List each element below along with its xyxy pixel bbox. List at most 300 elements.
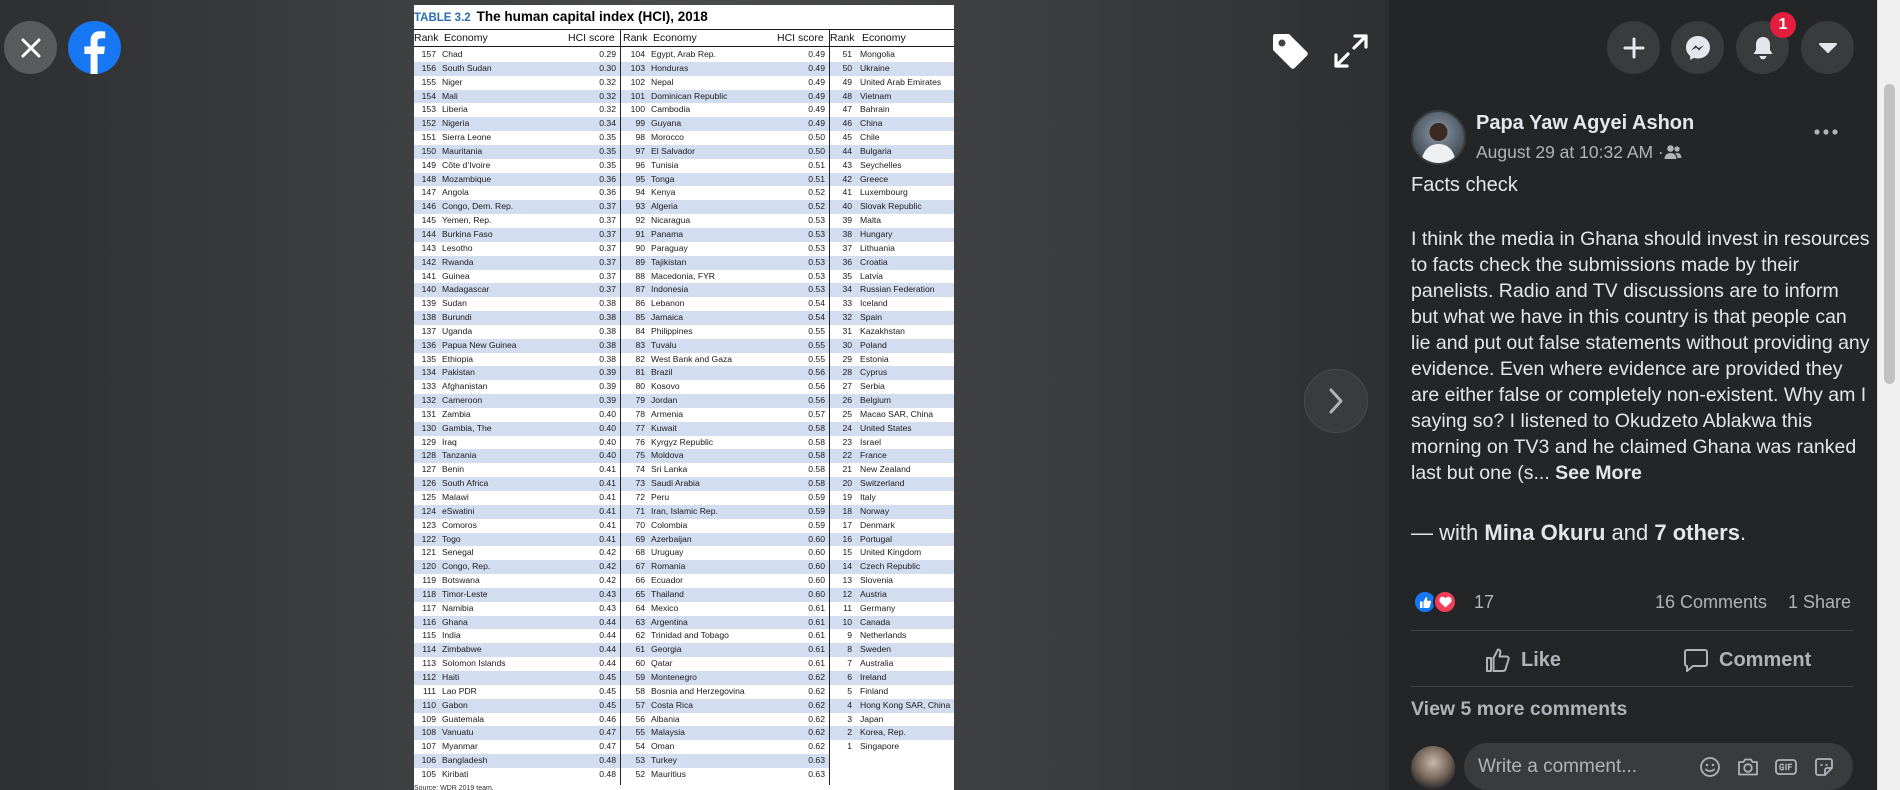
- row-rank: 125: [421, 492, 436, 502]
- camera-icon[interactable]: [1736, 755, 1760, 779]
- row-score: 0.30: [599, 62, 616, 73]
- reaction-count[interactable]: 17: [1474, 592, 1495, 612]
- row-score: 0.49: [808, 118, 825, 129]
- row-economy: Luxembourg: [860, 187, 908, 198]
- love-reaction-icon: [1433, 590, 1457, 614]
- row-economy: Dominican Republic: [651, 90, 728, 101]
- row-rank: 13: [842, 575, 852, 586]
- table-row: [830, 726, 954, 740]
- row-rank: 134: [421, 367, 436, 378]
- row-economy: Canada: [860, 616, 891, 627]
- row-score: 0.37: [599, 256, 616, 267]
- row-economy: Haiti: [442, 671, 460, 682]
- fullscreen-button[interactable]: [1328, 28, 1374, 74]
- table-row: [621, 408, 829, 422]
- table-row: [414, 228, 620, 242]
- close-button[interactable]: [4, 21, 57, 74]
- emoji-icon[interactable]: [1698, 755, 1722, 779]
- row-economy: Italy: [860, 492, 876, 502]
- row-score: 0.29: [599, 49, 616, 59]
- table-row: [830, 436, 954, 450]
- row-economy: Malaysia: [651, 727, 685, 738]
- row-economy: Mauritania: [442, 145, 483, 156]
- table-row: [414, 380, 620, 394]
- table-row: [414, 325, 620, 339]
- table-row: [621, 325, 829, 339]
- row-score: 0.50: [808, 145, 825, 156]
- row-rank: 132: [421, 395, 436, 406]
- row-score: 0.41: [599, 478, 616, 489]
- header-score: HCI score: [568, 32, 615, 44]
- row-economy: Ecuador: [651, 575, 684, 586]
- table-row: [830, 270, 954, 284]
- row-economy: Ireland: [860, 671, 887, 682]
- document-image: [414, 5, 954, 790]
- sticker-icon[interactable]: [1812, 755, 1836, 779]
- divider: [1411, 630, 1853, 631]
- row-rank: 87: [635, 284, 645, 295]
- row-rank: 52: [635, 768, 645, 779]
- row-score: 0.42: [599, 561, 616, 572]
- row-score: 0.59: [808, 505, 825, 516]
- row-rank: 74: [635, 464, 645, 475]
- comment-composer: [1464, 743, 1853, 790]
- table-row: [621, 519, 829, 533]
- row-rank: 83: [635, 339, 645, 350]
- header-economy: Economy: [862, 32, 906, 44]
- row-score: 0.42: [599, 547, 616, 558]
- table-row: [830, 186, 954, 200]
- row-rank: 107: [421, 741, 436, 752]
- row-economy: Guinea: [442, 270, 470, 281]
- comments-count[interactable]: 16 Comments: [1655, 592, 1768, 612]
- table-row: [414, 685, 620, 699]
- tag-photo-button[interactable]: [1267, 28, 1313, 74]
- row-economy: Congo, Rep.: [442, 561, 491, 572]
- row-rank: 133: [421, 381, 436, 392]
- row-score: 0.44: [599, 658, 616, 669]
- post-body: [1411, 226, 1871, 486]
- row-economy: Mongolia: [860, 49, 895, 59]
- row-rank: 1: [847, 741, 852, 752]
- tagged-prefix: — with: [1411, 520, 1479, 545]
- reaction-icons[interactable]: [1413, 590, 1457, 614]
- row-economy: Cameroon: [442, 395, 483, 406]
- table-row: [830, 353, 954, 367]
- row-economy: Senegal: [442, 547, 474, 558]
- thumbs-up-icon: [1485, 647, 1511, 673]
- row-score: 0.44: [599, 644, 616, 655]
- row-rank: 48: [842, 90, 852, 101]
- row-score: 0.53: [808, 270, 825, 281]
- row-economy: Belgium: [860, 395, 892, 406]
- row-economy: Finland: [860, 685, 889, 696]
- row-rank: 6: [847, 671, 852, 682]
- row-economy: Jordan: [651, 395, 678, 406]
- row-rank: 110: [422, 699, 436, 710]
- table-row: [414, 353, 620, 367]
- row-rank: 60: [635, 658, 645, 669]
- row-economy: Brazil: [651, 367, 673, 378]
- table-row: [414, 145, 620, 159]
- row-score: 0.41: [599, 492, 616, 502]
- row-rank: 88: [635, 270, 645, 281]
- row-score: 0.61: [808, 658, 825, 669]
- row-economy: Oman: [651, 741, 675, 752]
- table-row: [830, 574, 954, 588]
- table-row: [830, 588, 954, 602]
- table-row: [414, 242, 620, 256]
- tagged-person-link[interactable]: Mina Okuru: [1484, 520, 1606, 545]
- row-score: 0.57: [808, 408, 825, 419]
- row-rank: 73: [635, 478, 645, 489]
- row-rank: 39: [842, 215, 852, 226]
- row-rank: 64: [635, 602, 645, 613]
- table-row: [414, 643, 620, 657]
- row-score: 0.47: [599, 727, 616, 738]
- row-rank: 33: [842, 298, 852, 309]
- facebook-home-link[interactable]: [68, 21, 121, 74]
- row-rank: 126: [421, 478, 436, 489]
- table-row: [621, 186, 829, 200]
- table-row: [621, 228, 829, 242]
- row-economy: Liberia: [442, 104, 468, 115]
- table-row: [830, 546, 954, 560]
- row-rank: 65: [635, 588, 645, 599]
- row-economy: Namibia: [442, 602, 474, 613]
- row-rank: 146: [421, 201, 436, 212]
- row-rank: 51: [842, 49, 852, 59]
- like-button[interactable]: [1485, 642, 1561, 678]
- row-economy: Solomon Islands: [442, 658, 506, 669]
- row-economy: Ethiopia: [442, 353, 474, 364]
- table-row: [414, 505, 620, 519]
- close-icon: [20, 37, 42, 59]
- row-score: 0.52: [808, 201, 825, 212]
- row-economy: Guyana: [651, 118, 682, 129]
- row-rank: 155: [421, 76, 436, 87]
- table-row: [621, 588, 829, 602]
- table-row: [830, 131, 954, 145]
- row-economy: Comoros: [442, 519, 477, 530]
- row-score: 0.32: [599, 76, 616, 87]
- row-economy: Gambia, The: [442, 422, 492, 433]
- row-rank: 139: [421, 298, 436, 309]
- table-row: [414, 131, 620, 145]
- row-economy: Botswana: [442, 575, 480, 586]
- table-row: [414, 200, 620, 214]
- row-economy: Bahrain: [860, 104, 890, 115]
- table-row: [414, 90, 620, 104]
- table-row: [414, 408, 620, 422]
- table-row: [621, 643, 829, 657]
- table-row: [414, 491, 620, 505]
- row-economy: Papua New Guinea: [442, 339, 517, 350]
- row-economy: Colombia: [651, 519, 688, 530]
- row-rank: 135: [421, 353, 436, 364]
- post-options-button[interactable]: [1808, 120, 1844, 144]
- row-rank: 101: [630, 90, 645, 101]
- row-economy: Morocco: [651, 132, 684, 143]
- table-row: [830, 602, 954, 616]
- friends-audience-icon[interactable]: [1664, 144, 1682, 160]
- next-photo-button[interactable]: [1304, 369, 1368, 433]
- row-score: 0.38: [599, 353, 616, 364]
- row-rank: 4: [847, 699, 852, 710]
- shares-count[interactable]: 1 Share: [1788, 592, 1852, 612]
- row-score: 0.38: [599, 298, 616, 309]
- row-rank: 102: [630, 76, 645, 87]
- comment-button[interactable]: [1683, 642, 1811, 678]
- row-rank: 124: [421, 505, 436, 516]
- row-rank: 75: [635, 450, 645, 461]
- row-rank: 144: [421, 228, 436, 239]
- row-rank: 43: [842, 159, 852, 170]
- row-score: 0.41: [599, 464, 616, 475]
- row-rank: 117: [422, 602, 436, 613]
- row-rank: 26: [842, 395, 852, 406]
- row-economy: Afghanistan: [442, 381, 488, 392]
- row-score: 0.43: [599, 588, 616, 599]
- row-rank: 121: [421, 547, 436, 558]
- row-rank: 97: [635, 145, 645, 156]
- table-row: [414, 186, 620, 200]
- row-rank: 41: [842, 187, 852, 198]
- row-score: 0.40: [599, 408, 616, 419]
- row-rank: 49: [842, 76, 852, 87]
- gif-icon[interactable]: [1774, 755, 1798, 779]
- row-economy: Slovenia: [860, 575, 893, 586]
- row-economy: Kazakhstan: [860, 325, 905, 336]
- row-economy: Timor-Leste: [442, 588, 488, 599]
- row-rank: 53: [635, 755, 645, 766]
- row-rank: 148: [421, 173, 436, 184]
- table-row: [830, 713, 954, 727]
- row-rank: 153: [421, 104, 436, 115]
- row-rank: 57: [635, 699, 645, 710]
- row-economy: Uruguay: [651, 547, 684, 558]
- row-economy: Congo, Dem. Rep.: [442, 201, 514, 212]
- row-score: 0.58: [808, 422, 825, 433]
- view-more-comments-link[interactable]: View 5 more comments: [1411, 698, 1628, 720]
- table-row: [621, 394, 829, 408]
- row-score: 0.39: [599, 395, 616, 406]
- current-user-avatar[interactable]: [1411, 746, 1455, 790]
- row-rank: 29: [842, 353, 852, 364]
- table-row: [830, 643, 954, 657]
- table-row: [414, 657, 620, 671]
- row-rank: 58: [635, 685, 645, 696]
- table-row: [621, 256, 829, 270]
- row-rank: 71: [635, 505, 645, 516]
- row-economy: Egypt, Arab Rep.: [651, 49, 716, 59]
- row-rank: 143: [421, 242, 436, 253]
- row-economy: eSwatini: [442, 505, 475, 516]
- row-economy: Tunisia: [651, 159, 679, 170]
- row-score: 0.53: [808, 256, 825, 267]
- table-row: [830, 256, 954, 270]
- row-rank: 5: [847, 685, 852, 696]
- table-row: [830, 380, 954, 394]
- row-rank: 128: [421, 450, 436, 461]
- row-rank: 152: [421, 118, 436, 129]
- row-rank: 56: [635, 713, 645, 724]
- row-score: 0.46: [599, 713, 616, 724]
- table-row: [414, 463, 620, 477]
- row-score: 0.62: [808, 685, 825, 696]
- row-rank: 15: [842, 547, 852, 558]
- row-economy: Lithuania: [860, 242, 895, 253]
- row-rank: 2: [847, 727, 852, 738]
- row-rank: 147: [421, 187, 436, 198]
- row-economy: New Zealand: [860, 464, 911, 475]
- bell-icon: [1751, 35, 1775, 61]
- table-row: [830, 463, 954, 477]
- table-row: [830, 491, 954, 505]
- row-economy: Croatia: [860, 256, 888, 267]
- row-economy: Armenia: [651, 408, 683, 419]
- table-row: [621, 726, 829, 740]
- table-row: [830, 408, 954, 422]
- scrollbar-thumb[interactable]: [1884, 84, 1895, 384]
- post-body-text: I think the media in Ghana should invest in resources to facts check the submissions made by their panelists. Radio and TV discussions are to inform but what we have in this country is that people can lie and put out false statements without providing any evidence. Even where evidence are provided they are either false or completely non-existent. Why am I saying so? I listened to Okudzeto Ablakwa this morning on TV3 and he claimed Ghana was ranked last but one (s...: [1411, 228, 1870, 484]
- table-row: [414, 311, 620, 325]
- row-rank: 118: [422, 588, 436, 599]
- row-economy: Lao PDR: [442, 685, 477, 696]
- notification-badge: 1: [1770, 12, 1796, 38]
- table-row: [414, 574, 620, 588]
- table-row: [414, 477, 620, 491]
- row-economy: Turkey: [651, 755, 677, 766]
- row-score: 0.40: [599, 436, 616, 447]
- table-row: [621, 768, 829, 782]
- row-economy: Côte d’Ivoire: [442, 159, 491, 170]
- row-score: 0.32: [599, 90, 616, 101]
- row-score: 0.49: [808, 62, 825, 73]
- row-economy: Iceland: [860, 298, 888, 309]
- row-rank: 7: [847, 658, 852, 669]
- row-economy: Myanmar: [442, 741, 478, 752]
- header-rank: Rank: [830, 32, 855, 44]
- row-rank: 55: [635, 727, 645, 738]
- row-score: 0.48: [599, 768, 616, 779]
- row-rank: 116: [422, 616, 436, 627]
- table-row: [621, 145, 829, 159]
- see-more-link[interactable]: See More: [1555, 462, 1642, 484]
- row-score: 0.37: [599, 215, 616, 226]
- row-score: 0.59: [808, 519, 825, 530]
- row-economy: Spain: [860, 312, 882, 323]
- row-score: 0.35: [599, 145, 616, 156]
- row-economy: Algeria: [651, 201, 678, 212]
- row-economy: Russian Federation: [860, 284, 935, 295]
- row-rank: 47: [842, 104, 852, 115]
- table-row: [830, 477, 954, 491]
- table-row: [830, 90, 954, 104]
- post-author[interactable]: Papa Yaw Agyei Ashon: [1476, 112, 1695, 134]
- row-rank: 14: [842, 561, 852, 572]
- row-economy: Macao SAR, China: [860, 408, 934, 419]
- row-economy: Tajikistan: [651, 256, 687, 267]
- comment-input[interactable]: [1478, 743, 1698, 790]
- create-button[interactable]: [1607, 21, 1660, 74]
- row-rank: 77: [635, 422, 645, 433]
- row-rank: 91: [635, 228, 645, 239]
- row-economy: Rwanda: [442, 256, 474, 267]
- row-rank: 81: [635, 367, 645, 378]
- row-rank: 46: [842, 118, 852, 129]
- row-score: 0.61: [808, 602, 825, 613]
- table-row: [414, 602, 620, 616]
- table-row: [621, 214, 829, 228]
- account-menu-button[interactable]: [1801, 21, 1854, 74]
- table-row: [830, 62, 954, 76]
- row-rank: 137: [421, 325, 436, 336]
- row-score: 0.37: [599, 201, 616, 212]
- row-economy: Iran, Islamic Rep.: [651, 505, 718, 516]
- row-rank: 63: [635, 616, 645, 627]
- row-score: 0.40: [599, 422, 616, 433]
- row-rank: 59: [635, 671, 645, 682]
- row-rank: 98: [635, 132, 645, 143]
- table-row: [830, 228, 954, 242]
- table-row: [830, 422, 954, 436]
- row-economy: South Africa: [442, 478, 489, 489]
- row-rank: 114: [422, 644, 436, 655]
- row-economy: South Sudan: [442, 62, 492, 73]
- header-economy: Economy: [653, 32, 697, 44]
- row-economy: Seychelles: [860, 159, 902, 170]
- table-row: [621, 657, 829, 671]
- row-rank: 90: [635, 242, 645, 253]
- table-row: [414, 76, 620, 90]
- table-row: [414, 588, 620, 602]
- messenger-button[interactable]: [1671, 21, 1724, 74]
- table-row: [830, 145, 954, 159]
- table-row: [621, 103, 829, 117]
- table-row: [830, 629, 954, 643]
- table-row: [414, 768, 620, 782]
- row-score: 0.49: [808, 104, 825, 115]
- row-rank: 123: [421, 519, 436, 530]
- row-rank: 127: [421, 464, 436, 475]
- tagged-suffix: .: [1739, 520, 1747, 545]
- row-rank: 30: [842, 339, 852, 350]
- row-score: 0.37: [599, 242, 616, 253]
- tagged-others-link[interactable]: 7 others: [1654, 520, 1740, 545]
- row-economy: Czech Republic: [860, 561, 921, 572]
- row-rank: 22: [842, 450, 852, 461]
- author-avatar[interactable]: [1411, 110, 1466, 165]
- post-timestamp[interactable]: August 29 at 10:32 AM ·: [1476, 142, 1664, 162]
- row-rank: 38: [842, 228, 852, 239]
- row-score: 0.51: [808, 173, 825, 184]
- row-economy: Yemen, Rep.: [442, 215, 492, 226]
- table-row: [621, 62, 829, 76]
- table-row: [621, 270, 829, 284]
- table-row: [621, 131, 829, 145]
- row-rank: 151: [421, 132, 436, 143]
- table-header: [414, 29, 620, 47]
- table-row: [414, 754, 620, 768]
- row-economy: France: [860, 450, 887, 461]
- row-score: 0.56: [808, 381, 825, 392]
- row-economy: Burundi: [442, 312, 472, 323]
- scrollbar[interactable]: [1877, 0, 1900, 790]
- table-row: [414, 436, 620, 450]
- row-economy: Netherlands: [860, 630, 907, 641]
- row-rank: 100: [630, 104, 645, 115]
